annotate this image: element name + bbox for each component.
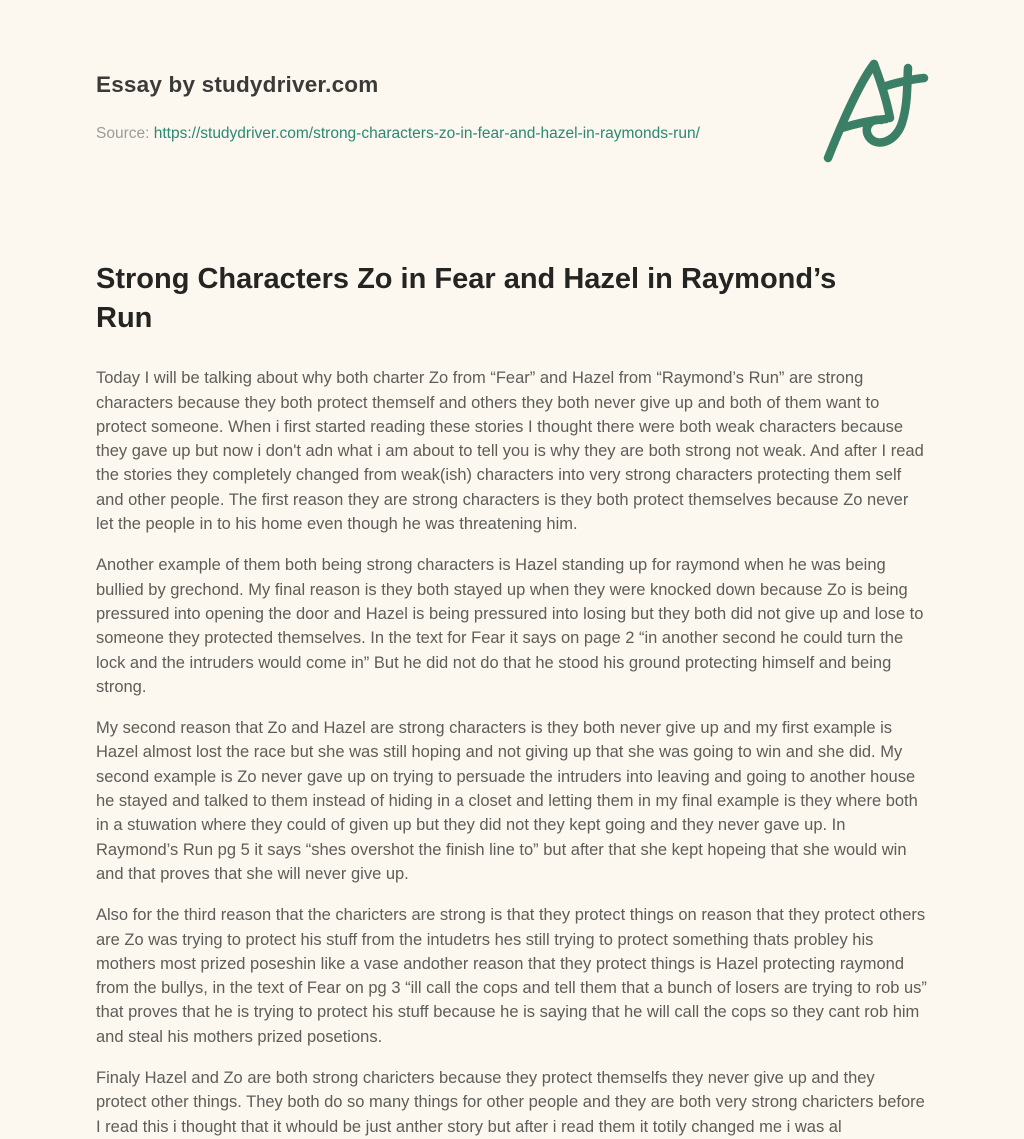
source-link[interactable]: https://studydriver.com/strong-characters-zo-in-fear-and-hazel-in-raymonds-run/ bbox=[153, 125, 700, 142]
essay-body bbox=[96, 366, 928, 1139]
essay-paragraph: Finaly Hazel and Zo are both strong charicters because they protect themselfs they never give up and they protect other things. They both do so many things for other people and they are both very strong charicters before I read this i thought that it whould be just anther story but after i read them it totily changed me i was al bbox=[96, 1069, 925, 1136]
essay-by-heading: Essay by studydriver.com bbox=[96, 72, 379, 97]
a-plus-logo-strokes bbox=[828, 64, 924, 158]
essay-title: Strong Characters Zo in Fear and Hazel in Raymond’s Run bbox=[96, 263, 837, 335]
document-header bbox=[96, 72, 928, 143]
a-plus-logo-icon bbox=[818, 56, 938, 168]
source-line bbox=[96, 125, 928, 143]
essay-paragraph: Today I will be talking about why both charter Zo from “Fear” and Hazel from “Raymond’s Run” are strong characters because they both protect themself and others they both never give up and both of them want to protect someone. When i first started reading these stories I thought there were both weak characters because they gave up but now i don't adn what i am about to tell you is why they are both strong not weak. And after I read the stories they completely changed from weak(ish) characters into very strong characters protecting them self and other people. The first reason they are strong characters is they both protect themselves because Zo never let the people in to his home even though he was threatening him. bbox=[96, 369, 924, 534]
essay-paragraph: Also for the third reason that the charicters are strong is that they protect things on reason that they protect others are Zo was trying to protect his stuff from the intudetrs hes still trying to protect something thats probley his mothers most prized poseshin like a vase andother reason that they protect things is Hazel protecting raymond from the bullys, in the text of Fear on pg 3 “ill call the cops and tell them that a bunch of losers are trying to rob us” that proves that he is trying to protect his stuff because he is saying that he will call the cops so they cant rob him and steal his mothers prized posetions. bbox=[96, 906, 927, 1046]
source-label: Source: bbox=[96, 125, 150, 142]
essay-paragraph: My second reason that Zo and Hazel are strong characters is they both never give up and my first example is Hazel almost lost the race but she was still hoping and not giving up that she was going to win and she did. My second example is Zo never gave up on trying to persuade the intruders into leaving and going to another house he stayed and talked to them instead of hiding in a closet and letting them in my final example is they where both in a stuwation where they could of given up but they did not they kept going and they never gave up. In Raymond’s Run pg 5 it says “shes overshot the finish line to” but after that she kept hopeing that she would win and that proves that she will never give up. bbox=[96, 719, 918, 883]
essay-paragraph: Another example of them both being strong characters is Hazel standing up for raymond when he was being bullied by grechond. My final reason is they both stayed up when they were knocked down because Zo is being pressured into opening the door and Hazel is being pressured into losing but they both did not give up and lose to someone they protected themselves. In the text for Fear it says on page 2 “in another second he could turn the lock and the intruders would come in” But he did not do that he stood his ground protecting himself and being strong. bbox=[96, 556, 924, 696]
